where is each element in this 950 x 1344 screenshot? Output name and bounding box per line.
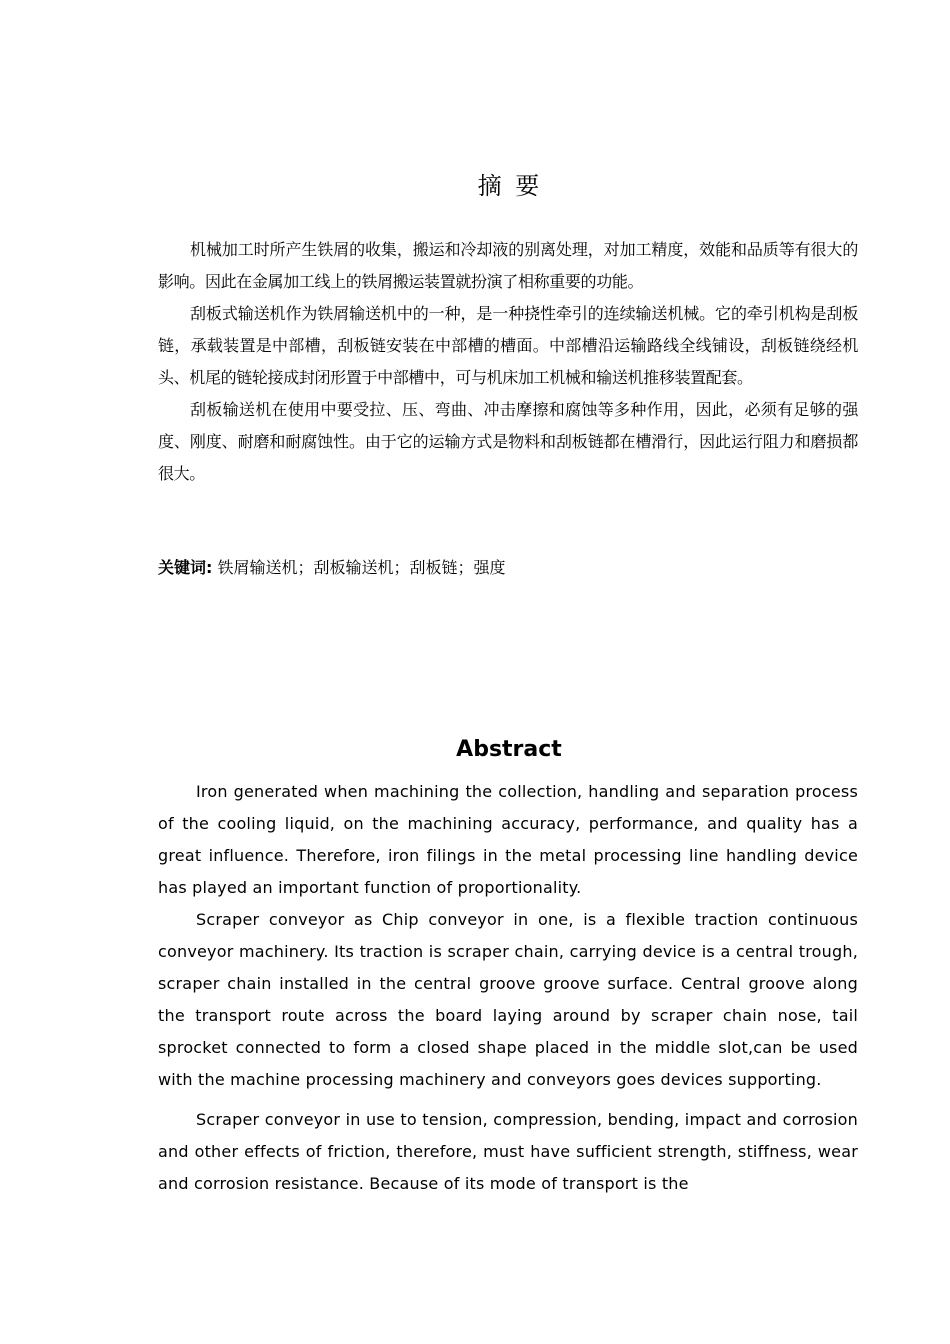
chinese-paragraph-3: 刮板输送机在使用中要受拉、压、弯曲、冲击摩擦和腐蚀等多种作用，因此，必须有足够的强度、刚度、耐磨和耐腐蚀性。由于它的运输方式是物料和刮板链都在槽滑行，因此运行阻力和磨损都很大。 xyxy=(158,400,858,483)
chinese-abstract-body xyxy=(158,234,858,490)
english-paragraph-2: Scraper conveyor as Chip conveyor in one, is a flexible traction continuous conveyor machinery. Its traction is scraper chain, carrying device is a central trough, scraper chain installed in the central groove groove surface. Central groove along the transport route across the board laying around by scraper chain nose, tail sprocket connected to form a closed shape placed in the middle slot,can be used with the machine processing machinery and conveyors goes devices supporting. xyxy=(158,910,858,1089)
english-abstract-title: Abstract xyxy=(456,737,562,762)
chinese-paragraph-1: 机械加工时所产生铁屑的收集，搬运和冷却液的别离处理，对加工精度，效能和品质等有很大的影响。因此在金属加工线上的铁屑搬运装置就扮演了相称重要的功能。 xyxy=(158,240,858,291)
english-paragraph-1: Iron generated when machining the collection, handling and separation process of the cooling liquid, on the machining accuracy, performance, and quality has a great influence. Therefore, iron filings in the metal processing line handling device has played an important function of proportionality. xyxy=(158,782,858,897)
chinese-paragraph-2: 刮板式输送机作为铁屑输送机中的一种，是一种挠性牵引的连续输送机械。它的牵引机构是刮板链，承载装置是中部槽，刮板链安装在中部槽的槽面。中部槽沿运输路线全线铺设，刮板链绕经机头、机尾的链轮接成封闭形置于中部槽中，可与机床加工机械和输送机推移装置配套。 xyxy=(158,304,858,387)
keywords-line xyxy=(158,552,858,584)
english-abstract-body xyxy=(158,776,858,1200)
english-paragraph-3: Scraper conveyor in use to tension, compression, bending, impact and corrosion and other effects of friction, therefore, must have sufficient strength, stiffness, wear and corrosion resistance. Because of its mode of transport is the xyxy=(158,1110,858,1193)
keywords-list: 铁屑输送机；刮板输送机；刮板链；强度 xyxy=(217,558,506,577)
chinese-abstract-title: 摘 要 xyxy=(477,172,543,200)
keywords-label: 关键词: xyxy=(158,558,213,577)
